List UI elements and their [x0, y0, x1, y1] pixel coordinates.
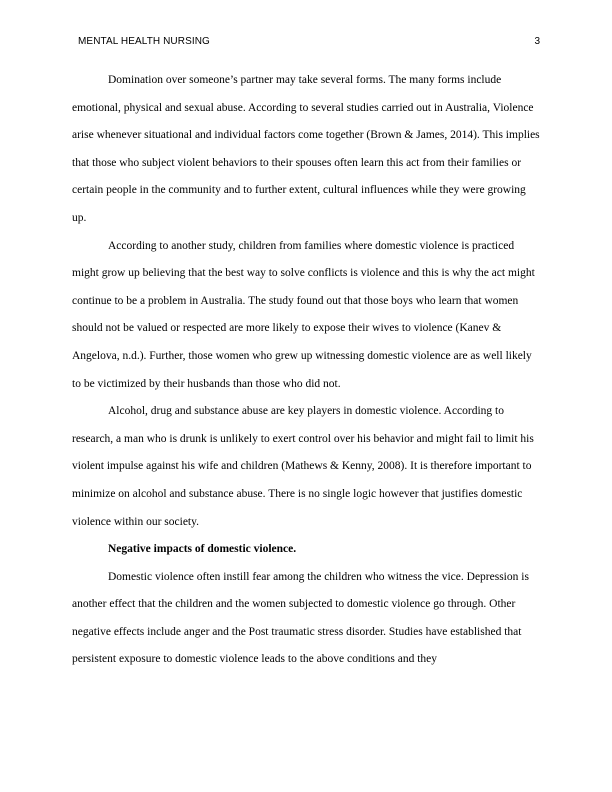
section-heading: Negative impacts of domestic violence.	[108, 543, 297, 556]
body-paragraph: Domestic violence often instill fear among the children who witness the vice. Depression is another effect that the children and the women subjected to domestic violence go through. Other negative effects include anger and the Post traumatic stress disorder. Studies have established that persistent exposure to domestic violence leads to the above conditions and they	[72, 570, 529, 666]
body-paragraph: Alcohol, drug and substance abuse are key players in domestic violence. According to research, a man who is drunk is unlikely to exert control over his behavior and might fail to limit his violent impulse against his wife and children (Mathews & Kenny, 2008). It is therefore important to minimize on alcohol and substance abuse. There is no single logic however that justifies domestic violence within our society.	[72, 405, 534, 528]
document-body	[72, 67, 542, 674]
running-header	[78, 36, 540, 50]
page-number: 3	[534, 36, 540, 47]
body-paragraph: Domination over someone’s partner may take several forms. The many forms include emotional, physical and sexual abuse. According to several studies carried out in Australia, Violence arise whenever situational and individual factors come together (Brown & James, 2014). This implies that those who subject violent behaviors to their spouses often learn this act from their families or certain people in the community and to further extent, cultural influences while they were growing up.	[72, 74, 540, 224]
running-header-title: MENTAL HEALTH NURSING	[78, 36, 210, 47]
body-paragraph: According to another study, children from families where domestic violence is practiced might grow up believing that the best way to solve conflicts is violence and this is why the act might continue to be a problem in Australia. The study found out that those boys who learn that women should not be valued or respected are more likely to expose their wives to violence (Kanev & Angelova, n.d.). Further, those women who grew up witnessing domestic violence are as well likely to be victimized by their husbands than those who did not.	[72, 239, 535, 390]
